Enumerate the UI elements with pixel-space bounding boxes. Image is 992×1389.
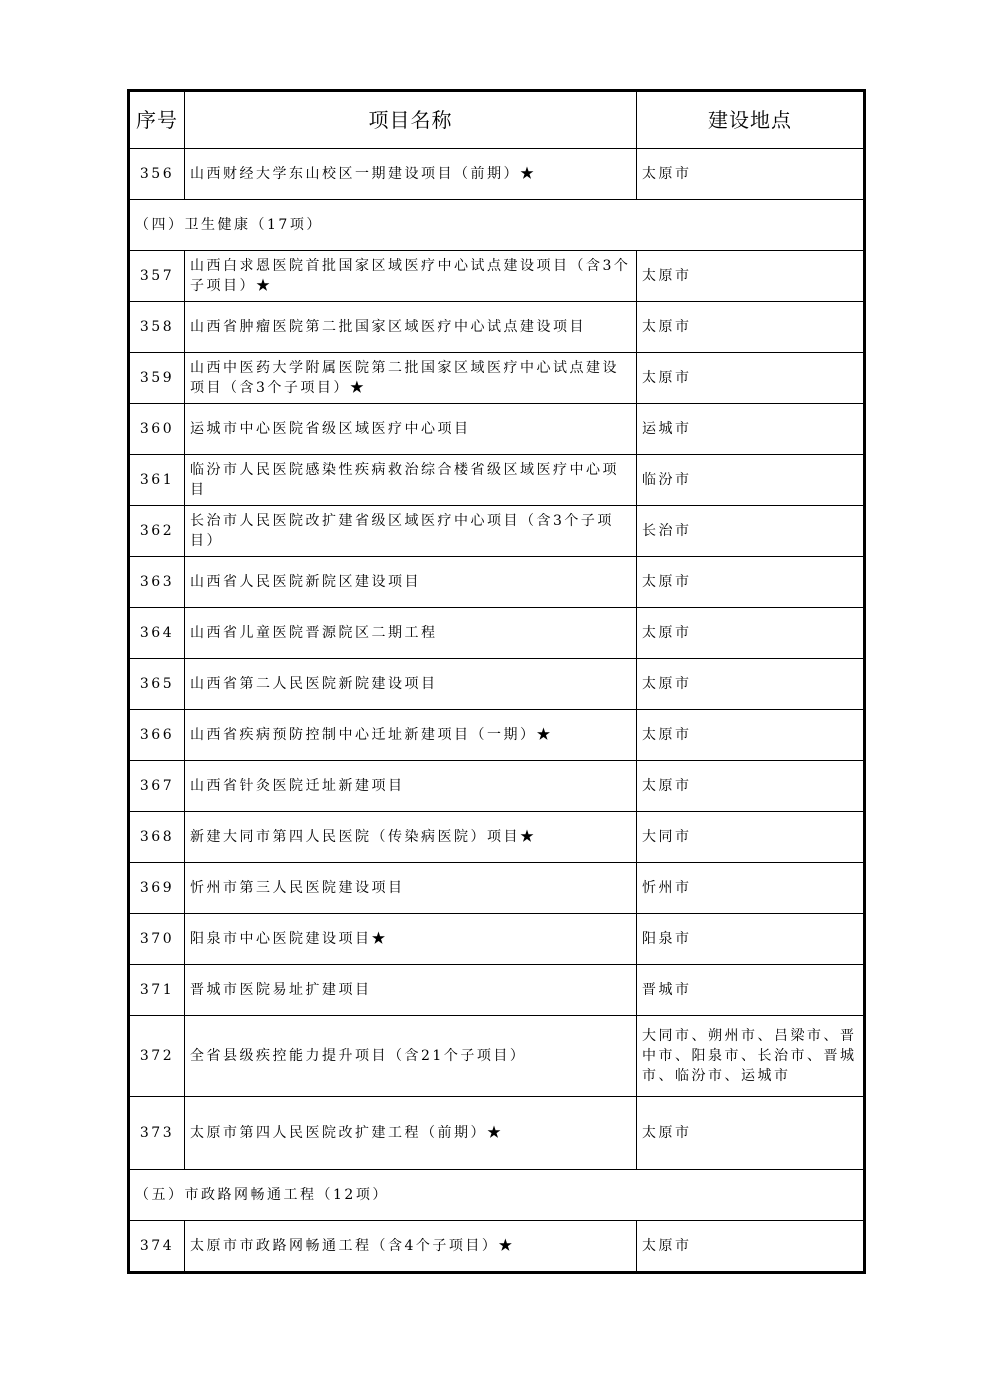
project-location: 太原市 [637,251,865,302]
project-name: 新建大同市第四人民医院（传染病医院）项目★ [185,812,637,863]
project-location: 太原市 [637,149,865,200]
row-number: 369 [129,863,185,914]
row-number: 356 [129,149,185,200]
project-location: 太原市 [637,302,865,353]
project-name: 山西省儿童医院晋源院区二期工程 [185,608,637,659]
project-name: 山西省人民医院新院区建设项目 [185,557,637,608]
section-row [129,200,865,251]
table-row [129,455,865,506]
project-location: 临汾市 [637,455,865,506]
row-number: 357 [129,251,185,302]
project-location: 晋城市 [637,965,865,1016]
project-location: 太原市 [637,710,865,761]
project-location: 太原市 [637,1097,865,1170]
project-name: 阳泉市中心医院建设项目★ [185,914,637,965]
table-row [129,302,865,353]
table-row [129,1016,865,1097]
row-number: 371 [129,965,185,1016]
project-name: 山西省第二人民医院新院建设项目 [185,659,637,710]
section-row [129,1170,865,1221]
header-seq: 序号 [129,91,185,149]
table-row [129,863,865,914]
table-row [129,353,865,404]
header-location: 建设地点 [637,91,865,149]
row-number: 373 [129,1097,185,1170]
section-title: （五）市政路网畅通工程（12项） [129,1170,865,1221]
section-title: （四）卫生健康（17项） [129,200,865,251]
table-row [129,1221,865,1273]
project-name: 山西中医药大学附属医院第二批国家区域医疗中心试点建设项目（含3个子项目）★ [185,353,637,404]
project-name: 山西省针灸医院迁址新建项目 [185,761,637,812]
row-number: 364 [129,608,185,659]
project-location: 太原市 [637,608,865,659]
table-row [129,404,865,455]
row-number: 363 [129,557,185,608]
table-row [129,710,865,761]
table-row [129,608,865,659]
project-location: 阳泉市 [637,914,865,965]
table-row [129,914,865,965]
table-row [129,557,865,608]
project-name: 晋城市医院易址扩建项目 [185,965,637,1016]
row-number: 360 [129,404,185,455]
project-location: 太原市 [637,557,865,608]
project-location: 长治市 [637,506,865,557]
table-body [129,149,865,1273]
project-name: 运城市中心医院省级区域医疗中心项目 [185,404,637,455]
row-number: 367 [129,761,185,812]
row-number: 359 [129,353,185,404]
project-name: 长治市人民医院改扩建省级区域医疗中心项目（含3个子项目） [185,506,637,557]
table-row [129,149,865,200]
project-location: 太原市 [637,659,865,710]
project-location: 大同市、朔州市、吕梁市、晋中市、阳泉市、长治市、晋城市、临汾市、运城市 [637,1016,865,1097]
table-row [129,812,865,863]
project-location: 大同市 [637,812,865,863]
row-number: 362 [129,506,185,557]
table-row [129,251,865,302]
project-table [127,89,866,1274]
project-name: 山西省疾病预防控制中心迁址新建项目（一期）★ [185,710,637,761]
row-number: 365 [129,659,185,710]
project-location: 太原市 [637,353,865,404]
project-location: 太原市 [637,761,865,812]
row-number: 370 [129,914,185,965]
table-header-row [129,91,865,149]
table-row [129,965,865,1016]
row-number: 372 [129,1016,185,1097]
table-row [129,506,865,557]
project-location: 忻州市 [637,863,865,914]
project-name: 忻州市第三人民医院建设项目 [185,863,637,914]
row-number: 366 [129,710,185,761]
row-number: 358 [129,302,185,353]
table-row [129,761,865,812]
project-name: 全省县级疾控能力提升项目（含21个子项目） [185,1016,637,1097]
row-number: 368 [129,812,185,863]
project-name: 太原市市政路网畅通工程（含4个子项目）★ [185,1221,637,1273]
project-location: 运城市 [637,404,865,455]
project-name: 临汾市人民医院感染性疾病救治综合楼省级区域医疗中心项目 [185,455,637,506]
project-location: 太原市 [637,1221,865,1273]
row-number: 374 [129,1221,185,1273]
project-name: 山西省肿瘤医院第二批国家区域医疗中心试点建设项目 [185,302,637,353]
project-name: 山西白求恩医院首批国家区域医疗中心试点建设项目（含3个子项目）★ [185,251,637,302]
project-name: 山西财经大学东山校区一期建设项目（前期）★ [185,149,637,200]
row-number: 361 [129,455,185,506]
table-row [129,1097,865,1170]
project-name: 太原市第四人民医院改扩建工程（前期）★ [185,1097,637,1170]
header-name: 项目名称 [185,91,637,149]
table-row [129,659,865,710]
